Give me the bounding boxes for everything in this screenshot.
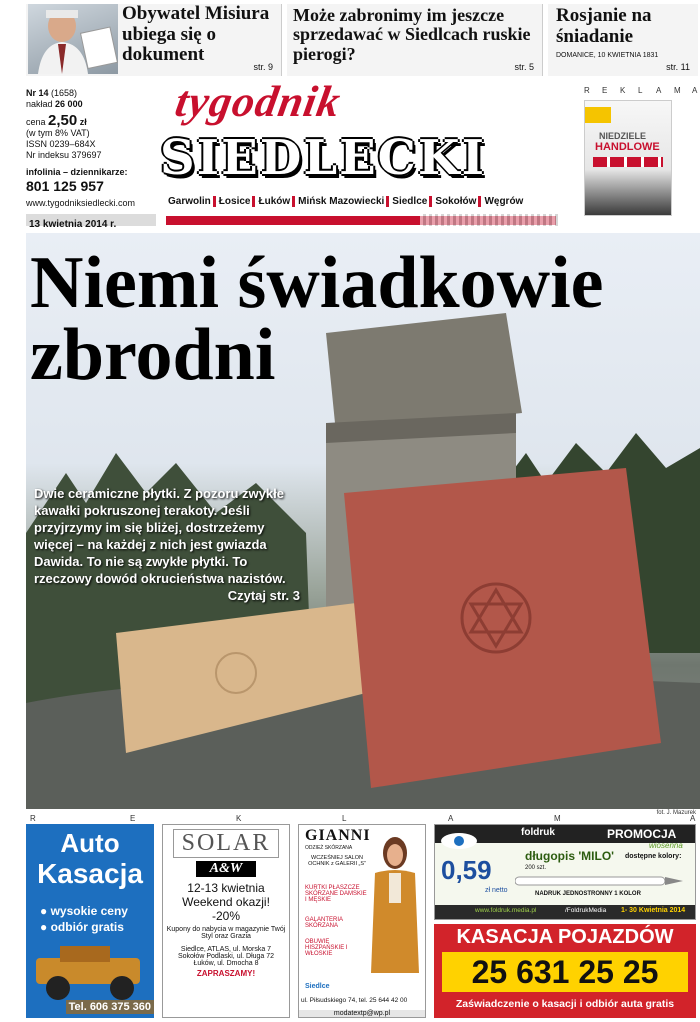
teaser-3-subtitle: DOMANICE, 10 KWIETNIA 1831 xyxy=(556,52,659,59)
person-icon xyxy=(28,4,118,74)
website-link[interactable]: www.tygodniksiedlecki.com xyxy=(26,198,136,208)
town-wegrow: Węgrów xyxy=(478,196,523,207)
reklama-letter: E xyxy=(602,86,608,95)
ad-gianni-item2: GALANTERIA SKÓRZANA xyxy=(305,917,343,929)
teaser-3-page: str. 11 xyxy=(666,62,690,72)
ad-foldruk-colors: dostępne kolory: xyxy=(625,853,682,860)
ad-auto-bullet1: ● wysokie ceny xyxy=(40,904,128,918)
reklama-letter: M xyxy=(554,814,561,823)
town-garwolin: Garwolin xyxy=(168,196,211,207)
ad-solar-cta: ZAPRASZAMY! xyxy=(196,969,256,978)
hero-lede xyxy=(34,485,300,604)
ad-solar-addr3: Łuków, ul. Dmocha 8 xyxy=(193,960,259,967)
mini-ad-line2: HANDLOWE xyxy=(595,141,660,153)
teaser-1-page: str. 9 xyxy=(253,62,273,72)
mini-ad-yellow xyxy=(585,107,611,123)
reklama-letter: L xyxy=(342,814,347,823)
ad-gianni-brand: GIANNI xyxy=(305,827,371,844)
wrecked-car-icon xyxy=(30,942,150,1002)
ad-foldruk-qty: 200 szt. xyxy=(525,865,547,871)
town-sokolow: Sokołów xyxy=(429,196,476,207)
ad-kasacja-pojazdow[interactable] xyxy=(434,924,696,1018)
ad-foldruk[interactable] xyxy=(434,824,696,920)
ad-solar-brand: SOLAR xyxy=(173,829,279,858)
hero-photo xyxy=(26,233,700,809)
logo-tygodnik: tygodnik xyxy=(171,77,345,126)
date-bar-dashes xyxy=(420,214,560,226)
issue-total: (1658) xyxy=(51,88,78,98)
ad-foldruk-web[interactable]: www.foldruk.media.pl xyxy=(475,907,537,914)
ad-solar-subbrand: A&W xyxy=(196,861,256,877)
ad-foldruk-product: długopis 'MILO' xyxy=(525,849,615,863)
town-siedlce: Siedlce xyxy=(386,196,427,207)
teaser-photo-man xyxy=(28,4,118,74)
ad-foldruk-dates: 1- 30 Kwietnia 2014 xyxy=(621,907,686,914)
ad-foldruk-print: NADRUK JEDNOSTRONNY 1 KOLOR xyxy=(535,891,641,897)
town-lukow: Łuków xyxy=(252,196,290,207)
issn: ISSN 0239–684X xyxy=(26,139,96,149)
reklama-label-top xyxy=(584,86,700,96)
teaser-3[interactable] xyxy=(548,4,698,76)
hero-headline-line2: zbrodni xyxy=(30,314,276,396)
ad-solar-dates: 12-13 kwietnia xyxy=(187,881,265,895)
reklama-letter: A xyxy=(690,814,696,823)
circulation-value: 26 000 xyxy=(55,99,83,109)
ad-foldruk-price-unit: zł netto xyxy=(485,887,508,894)
hotline-label: infolinia – dziennikarze: xyxy=(26,167,128,177)
town-losice: Łosice xyxy=(213,196,251,207)
ad-auto-bullet2: ● odbiór gratis xyxy=(40,920,124,934)
reklama-letter: A xyxy=(692,86,698,95)
circulation-label: nakład xyxy=(26,99,53,109)
ad-kasacja-footer: Zaświadczenie o kasacji i odbiór auta gratis xyxy=(455,998,675,1010)
photo-credit: fot. J. Mazurek xyxy=(656,810,696,816)
ad-solar-addr1: Siedlce, ATLAS, ul. Morska 7 xyxy=(180,946,272,953)
reklama-letter: K xyxy=(620,86,626,95)
ad-gianni-note: WCZEŚNIEJ SALON OCHNIK z GALERII „S” xyxy=(308,855,366,867)
ad-solar-event: Weekend okazji! xyxy=(182,895,270,909)
town-minsk: Mińsk Mazowiecki xyxy=(292,196,384,207)
issue-meta xyxy=(26,88,166,209)
reklama-letter: K xyxy=(236,814,242,823)
pen-icon xyxy=(515,873,685,889)
reklama-letter: L xyxy=(638,86,643,95)
ad-solar-coupon: Kupony do nabycia w magazynie Twój Styl oraz Grazia xyxy=(166,926,286,940)
ad-auto-bullet1-text: wysokie ceny xyxy=(50,904,128,918)
ad-auto-bullet2-text: odbiór gratis xyxy=(50,920,124,934)
issue-number: Nr 14 xyxy=(26,88,49,98)
model-woman-icon xyxy=(365,833,425,983)
ad-foldruk-price: 0,59 xyxy=(441,855,492,885)
ad-foldruk-promo-sub: wiosenna xyxy=(649,841,683,850)
ad-solar-discount: -20% xyxy=(211,909,240,923)
mini-ad-line1: NIEDZIELE xyxy=(599,131,647,141)
ad-solar-addr2: Sokołów Podlaski, ul. Długa 72 xyxy=(177,953,275,960)
ad-gianni-address: ul. Piłsudskiego 74, tel. 25 644 42 00 xyxy=(301,997,408,1004)
hero-headline-line1: Niemi świadkowie xyxy=(30,242,604,324)
reklama-letter: R xyxy=(30,814,36,823)
reklama-letter: A xyxy=(656,86,662,95)
ad-foldruk-brand: foldruk xyxy=(521,827,555,838)
hero-lede-text: Dwie ceramiczne płytki. Z pozoru zwykłe kawałki pokruszonej terakoty. Jeśli przyjrzymy im się bliżej, dostrzeżemy więcej – na każdej z nich jest gwiazda Dawida. To nie są zwykłe płytki. To rzeczowy dowód okrucieństwa nazistów. xyxy=(34,486,286,586)
reklama-letter: R xyxy=(584,86,590,95)
reklama-label-bottom xyxy=(26,814,700,824)
ad-kasacja-phone[interactable]: 25 631 25 25 xyxy=(471,954,659,990)
ad-foldruk-promo: PROMOCJA xyxy=(607,827,677,841)
ad-gianni-item3: OBUWIE HISZPAŃSKIE I WŁOSKIE xyxy=(305,939,348,957)
ad-gianni-tagline: ODZIEŻ SKÓRZANA xyxy=(305,845,353,851)
eye-icon xyxy=(439,831,479,851)
ad-solar[interactable] xyxy=(162,824,290,1018)
mini-ad-table xyxy=(593,157,663,167)
ad-auto-title1: Auto xyxy=(60,828,120,858)
hero-headline xyxy=(30,242,700,396)
price-value: 2,50 xyxy=(48,112,78,129)
tile-large xyxy=(344,468,661,788)
logo-siedlecki: SIEDLECKI xyxy=(160,130,487,186)
ad-kasacja-title: KASACJA POJAZDÓW xyxy=(456,926,674,948)
ad-auto-phone[interactable]: Tel. 606 375 360 xyxy=(66,1000,154,1014)
ad-foldruk-fb[interactable]: /FoldrukMedia xyxy=(565,907,607,914)
ad-gianni-city: Siedlce xyxy=(305,983,330,990)
hotline-number[interactable]: 801 125 957 xyxy=(26,178,104,194)
teaser-3-title: Rosjanie na śniadanie xyxy=(556,5,652,47)
issue-date: 13 kwietnia 2014 r. xyxy=(29,219,117,230)
mini-ad-niedziele[interactable] xyxy=(584,100,672,216)
hero-read-more[interactable]: Czytaj str. 3 xyxy=(227,588,300,603)
teaser-2-page: str. 5 xyxy=(514,62,534,72)
price-currency: zł xyxy=(79,117,87,127)
date-bar xyxy=(26,214,156,230)
index-number: Nr indeksu 379697 xyxy=(26,150,102,160)
ad-gianni[interactable] xyxy=(298,824,426,1018)
teaser-1[interactable] xyxy=(26,4,282,76)
ad-gianni-item1: KURTKI PŁASZCZE SKÓRZANE DAMSKIE I MĘSKIE xyxy=(305,885,367,903)
ad-auto-kasacja[interactable] xyxy=(26,824,154,1018)
price-vat: (w tym 8% VAT) xyxy=(26,128,90,138)
ad-gianni-email[interactable]: modatextp@wp.pl xyxy=(299,1010,425,1017)
teaser-2-title: Może zabronimy im jeszcze sprzedawać w Siedlcach ruskie pierogi? xyxy=(293,5,531,64)
reklama-letter: E xyxy=(130,814,136,823)
teaser-1-title: Obywatel Misiura ubiega się o dokument xyxy=(122,3,270,66)
reklama-letter: M xyxy=(674,86,681,95)
reklama-letter: A xyxy=(448,814,454,823)
ad-auto-title2: Kasacja xyxy=(37,858,143,889)
towns-bar xyxy=(168,196,523,207)
price-label: cena xyxy=(26,117,46,127)
teaser-2[interactable] xyxy=(287,4,543,76)
